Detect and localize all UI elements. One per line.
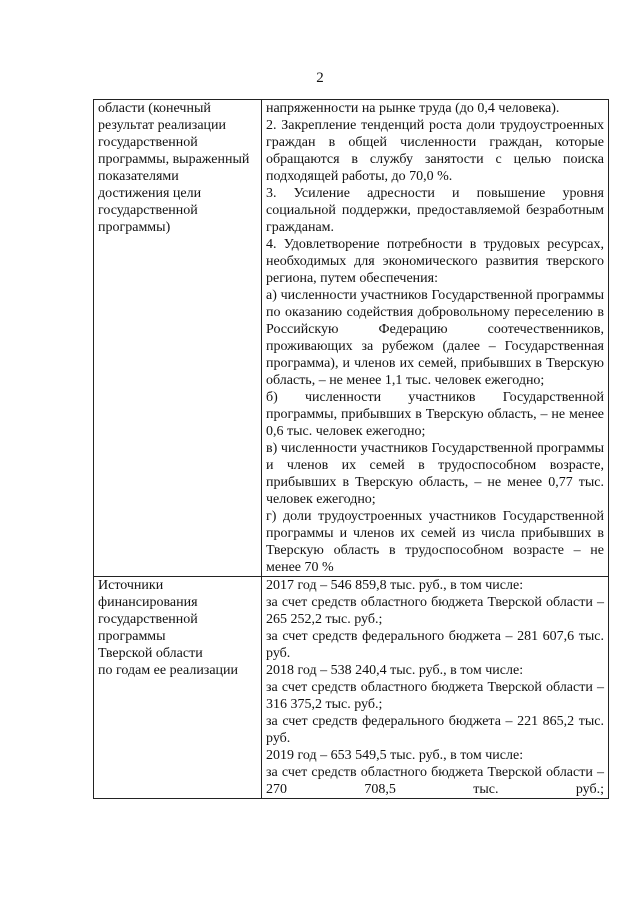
- paragraph: за счет средств областного бюджета Тверской области – 270 708,5 тыс. руб.;: [266, 765, 604, 797]
- label-line: финансирования: [98, 595, 198, 610]
- paragraph: за счет средств областного бюджета Тверской области – 265 252,2 тыс. руб.;: [266, 595, 604, 627]
- paragraph: 4. Удовлетворение потребности в трудовых ресурсах, необходимых для экономического развития тверского региона, путем обеспечения:: [266, 237, 604, 286]
- row-label-cell: [94, 577, 262, 799]
- table-row: [94, 577, 609, 799]
- label-line: программы: [98, 629, 166, 644]
- label-line: Источники: [98, 578, 164, 593]
- paragraph: напряженности на рынке труда (до 0,4 человека).: [266, 101, 560, 116]
- paragraph: а) численности участников Государственной программы по оказанию содействия добровольному переселению в Российскую Федерацию соотечественников, проживающих за рубежом (далее – Государственная программа), и членов их семей, прибывших в Тверскую область, – не менее 1,1 тыс. человек ежегодно;: [266, 288, 604, 388]
- table-row: [94, 100, 609, 577]
- page-number: 2: [316, 70, 324, 86]
- row-label-cell: [94, 100, 262, 577]
- paragraph: за счет средств федерального бюджета – 221 865,2 тыс. руб.: [266, 714, 604, 746]
- label-line: результат реализации: [98, 118, 227, 133]
- label-line: программы, выраженный: [98, 152, 250, 167]
- paragraph: 2017 год – 546 859,8 тыс. руб., в том числе:: [266, 578, 524, 593]
- paragraph: 2019 год – 653 549,5 тыс. руб., в том числе:: [266, 748, 524, 763]
- paragraph: 3. Усиление адресности и повышение уровня социальной поддержки, предоставляемой безработным гражданам.: [266, 186, 604, 235]
- paragraph: б) численности участников Государственной программы, прибывших в Тверскую область, – не менее 0,6 тыс. человек ежегодно;: [266, 390, 604, 439]
- label-line: по годам ее реализации: [98, 663, 239, 678]
- label-line: государственной: [98, 203, 198, 218]
- label-line: достижения цели: [98, 186, 202, 201]
- label-line: области (конечный: [98, 101, 211, 116]
- row-content-cell: [262, 100, 609, 577]
- paragraph: в) численности участников Государственной программы и членов их семей в трудоспособном возрасте, прибывших в Тверскую область, – не менее 0,77 тыс. человек ежегодно;: [266, 441, 604, 507]
- paragraph: г) доли трудоустроенных участников Государственной программы и членов их семей из числа прибывших в Тверскую область в трудоспособном возрасте – не менее 70 %: [266, 509, 604, 575]
- program-passport-table: [93, 99, 609, 799]
- paragraph: 2. Закрепление тенденций роста доли трудоустроенных граждан в общей численности граждан, которые обращаются в службу занятости с целью поиска подходящей работы, до 70,0 %.: [266, 118, 604, 184]
- row-content-cell: [262, 577, 609, 799]
- paragraph: за счет средств федерального бюджета – 281 607,6 тыс. руб.: [266, 629, 604, 661]
- paragraph: 2018 год – 538 240,4 тыс. руб., в том числе:: [266, 663, 524, 678]
- label-line: государственной: [98, 135, 198, 150]
- paragraph: за счет средств областного бюджета Тверской области – 316 375,2 тыс. руб.;: [266, 680, 604, 712]
- label-line: Тверской области: [98, 646, 203, 661]
- label-line: государственной: [98, 612, 198, 627]
- label-line: программы): [98, 220, 171, 235]
- label-line: показателями: [98, 169, 179, 184]
